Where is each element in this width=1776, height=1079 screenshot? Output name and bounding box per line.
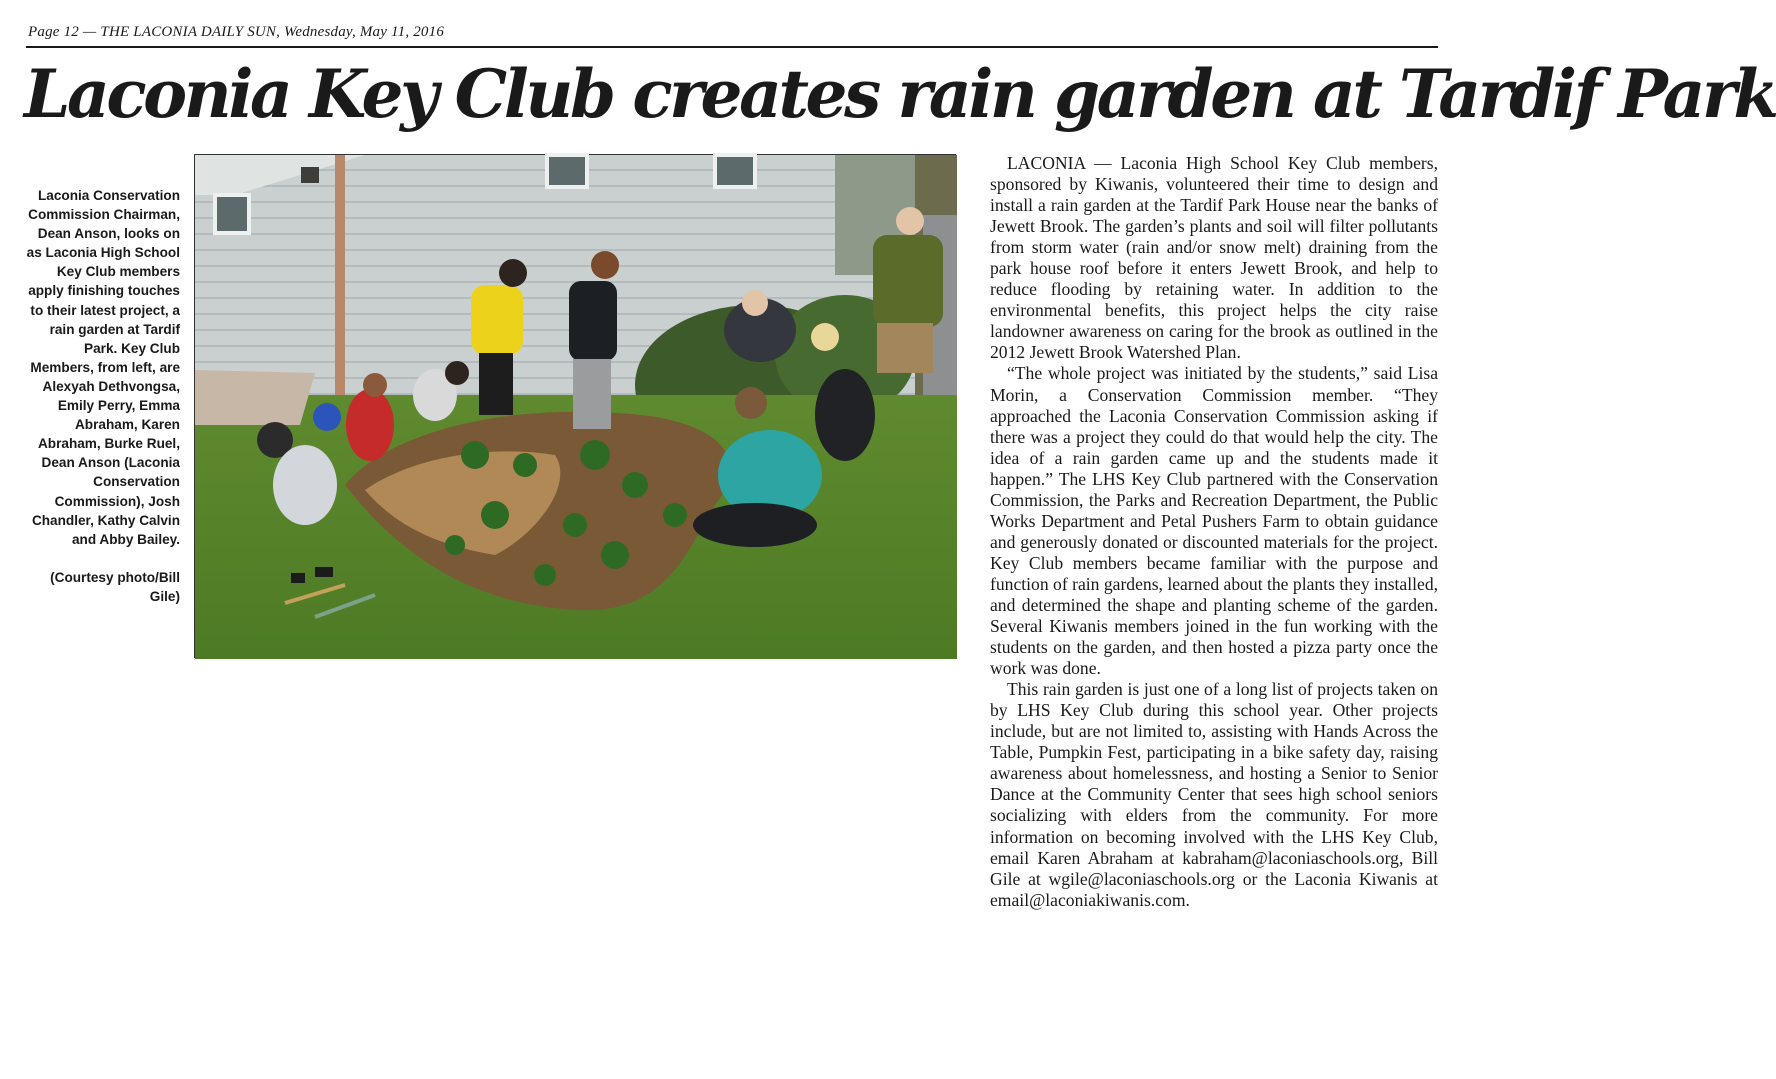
- article-body: [990, 153, 1438, 911]
- article-paragraph: “The whole project was initiated by the students,” said Lisa Morin, a Conservation Commission member. “They approached the Laconia Conservation Commission asking if there was a project they could do that would help the city. The idea of a rain garden came up and the students made it happen.” The LHS Key Club partnered with the Conservation Commission, the Parks and Recreation Department, the Public Works Department and Petal Pushers Farm to obtain guidance and generously donated or discounted materials for the project. Key Club members became familiar with the purpose and function of rain gardens, learned about the plants they installed, and determined the shape and planting scheme of the garden. Several Kiwanis members joined in the fun working with the students on the garden, and then hosted a pizza party once the work was done.: [990, 363, 1439, 679]
- photo-credit: (Courtesy photo/Bill Gile): [50, 569, 180, 604]
- page-folio: Page 12 — THE LACONIA DAILY SUN, Wednesday, May 11, 2016: [28, 24, 445, 40]
- rain-garden-photo: [195, 155, 957, 659]
- article-paragraph: This rain garden is just one of a long list of projects taken on by LHS Key Club during this school year. Other projects include, but are not limited to, assisting with Hands Across the Table, Pumpkin Fest, participating in a bike safety day, raising awareness about homelessness, and hosting a Senior to Senior Dance at the Community Center that sees high school seniors socializing with elders from the community. For more information on becoming involved with the LHS Key Club, email Karen Abraham at kabraham@laconiaschools.org, Bill Gile at wgile@laconiaschools.org or the Laconia Kiwanis at email@laconiakiwanis.com.: [990, 679, 1438, 910]
- headline: Laconia Key Club creates rain garden at Tardif Park: [24, 55, 1776, 133]
- header-rule: [26, 46, 1438, 48]
- caption-text: Laconia Conservation Commission Chairman, Dean Anson, looks on as Laconia High School Key Club members apply finishing touches to their latest project, a rain garden at Tardif Park. Key Club Members, from left, are Alexyah Dethvongsa, Emily Perry, Emma Abraham, Karen Abraham, Burke Ruel, Dean Anson (Laconia Conservation Commission), Josh Chandler, Kathy Calvin and Abby Bailey.: [26, 188, 180, 547]
- article-photo: [194, 154, 956, 658]
- photo-caption: [24, 186, 180, 606]
- article-paragraph: LACONIA — Laconia High School Key Club members, sponsored by Kiwanis, volunteered their time to design and install a rain garden at the Tardif Park House near the banks of Jewett Brook. The garden’s plants and soil will filter pollutants from storm water (rain and/or snow melt) draining from the park house roof before it enters Jewett Brook, and help to reduce flooding by retaining water. In addition to the environmental benefits, this project helps the city raise landowner awareness on caring for the brook as outlined in the 2012 Jewett Brook Watershed Plan.: [990, 153, 1438, 363]
